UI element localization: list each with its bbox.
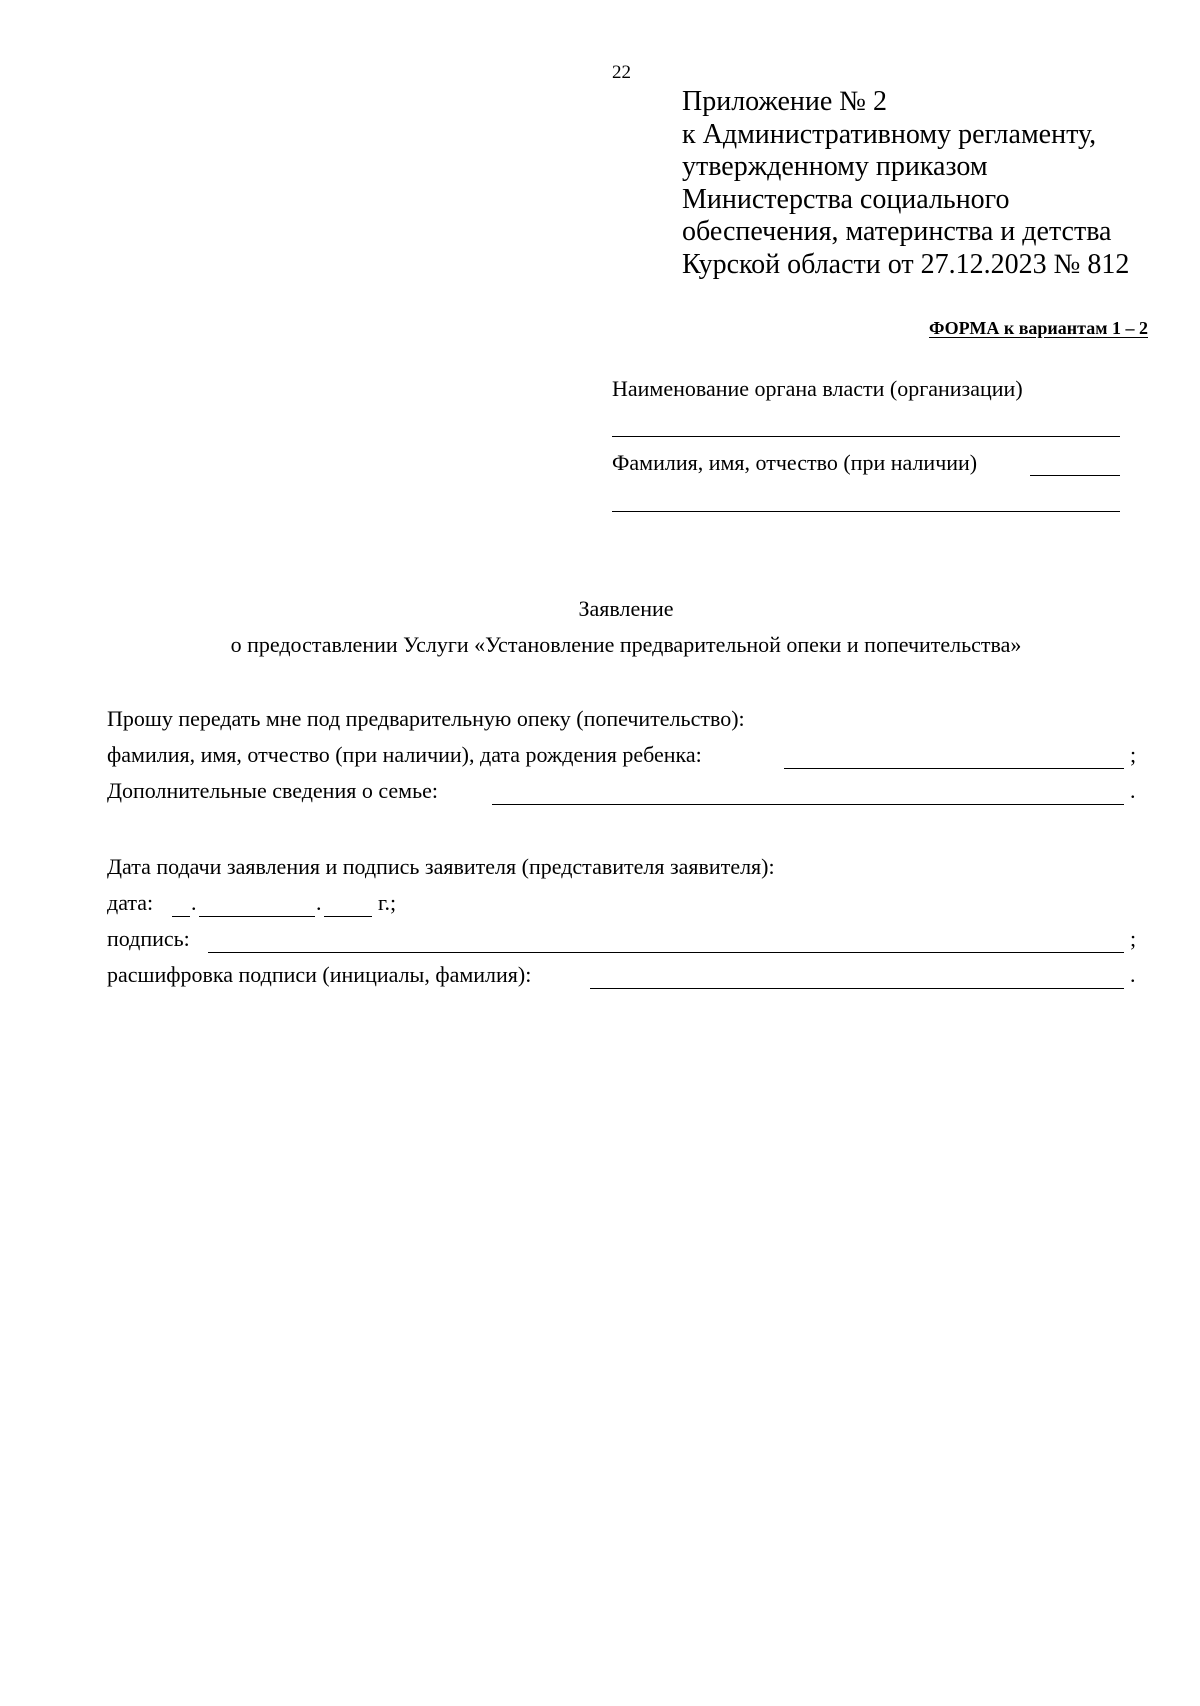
date-separator: . [191, 890, 197, 915]
document-title: Заявление [578, 596, 674, 621]
appendix-line: Приложение № 2 [682, 86, 887, 117]
appendix-line: утвержденному приказом [682, 151, 988, 182]
signature-decoding-line[interactable] [590, 988, 1124, 989]
family-info-line[interactable] [492, 804, 1124, 805]
semicolon: ; [1130, 926, 1137, 951]
appendix-header [682, 86, 1129, 281]
signature-line[interactable] [208, 952, 1124, 953]
child-info-label: фамилия, имя, отчество (при наличии), дата рождения ребенка: [107, 742, 702, 767]
signature-intro: Дата подачи заявления и подпись заявителя (представителя заявителя): [107, 854, 775, 879]
child-info-line[interactable] [784, 768, 1124, 769]
authority-name-label: Наименование органа власти (организации) [612, 376, 1023, 401]
appendix-line: к Административному регламенту, [682, 118, 1097, 150]
period: . [1130, 778, 1136, 803]
applicant-name-line-2[interactable] [612, 511, 1120, 512]
applicant-name-line[interactable] [1030, 475, 1120, 476]
date-month-line[interactable] [199, 916, 315, 917]
date-day-line[interactable] [172, 916, 190, 917]
request-intro: Прошу передать мне под предварительную опеку (попечительство): [107, 706, 745, 731]
appendix-line: Курской области от 27.12.2023 № 812 [682, 248, 1130, 280]
period: . [1130, 962, 1136, 987]
date-year-line[interactable] [324, 916, 372, 917]
appendix-line: обеспечения, материнства и детства [682, 216, 1112, 247]
authority-name-line[interactable] [612, 436, 1120, 437]
date-separator: . [316, 890, 322, 915]
semicolon: ; [1130, 742, 1137, 767]
signature-decoding-label: расшифровка подписи (инициалы, фамилия): [107, 962, 532, 987]
date-year-suffix: г.; [378, 890, 397, 915]
document-subtitle: о предоставлении Услуги «Установление предварительной опеки и попечительства» [230, 632, 1022, 657]
signature-label: подпись: [107, 926, 190, 951]
family-info-label: Дополнительные сведения о семье: [107, 778, 438, 803]
page-number: 22 [612, 62, 631, 83]
form-variant-label: ФОРМА к вариантам 1 – 2 [929, 318, 1148, 338]
date-label: дата: [107, 890, 154, 915]
appendix-line: Министерства социального [682, 183, 1010, 215]
applicant-name-label: Фамилия, имя, отчество (при наличии) [612, 450, 978, 475]
